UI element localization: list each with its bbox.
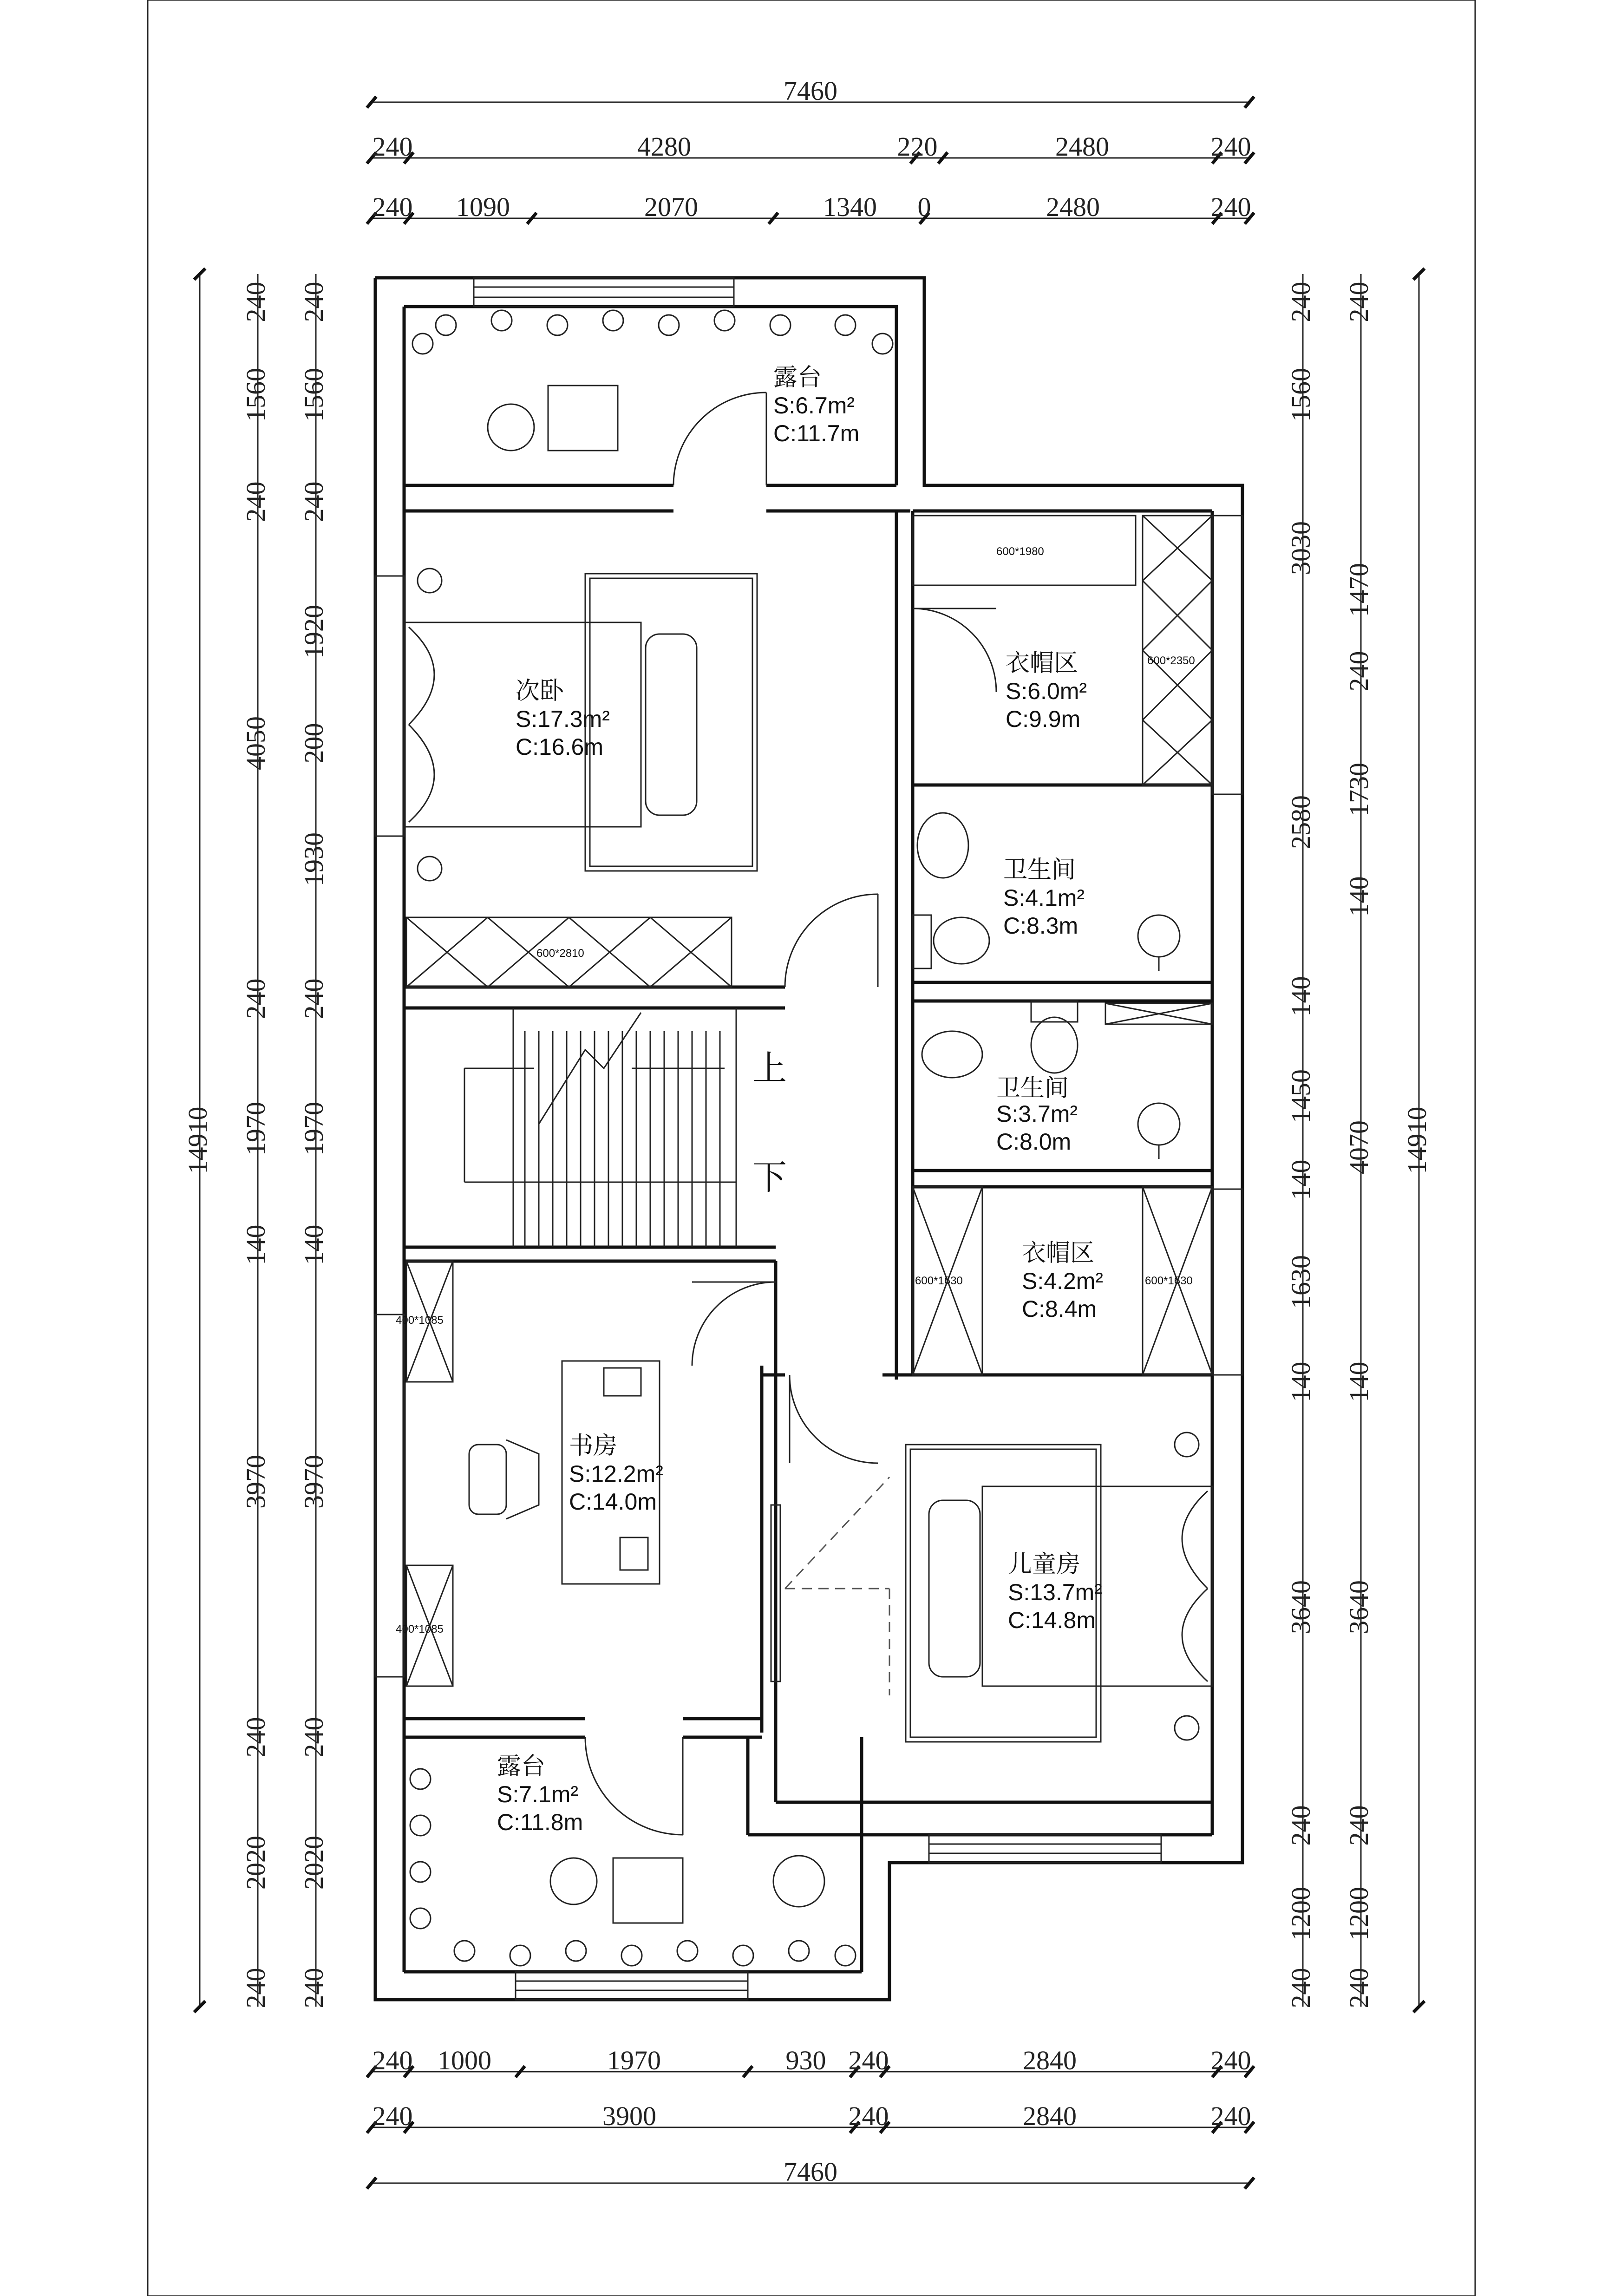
dim-bot-r1-4: 240	[848, 2045, 889, 2075]
dim-left-i-0: 240	[299, 281, 329, 322]
dim-left-total: 14910	[183, 1106, 213, 1174]
dim-top-r2-4: 0	[917, 192, 931, 222]
dim-right-i-6: 140	[1286, 1159, 1316, 1200]
room-area: S:7.1m²	[497, 1781, 579, 1807]
dim-top-total: 7460	[784, 76, 837, 106]
dim-bot-r1-2: 1970	[607, 2045, 661, 2075]
dim-bot-r2-0: 240	[372, 2101, 413, 2131]
room-perimeter: C:9.9m	[1006, 706, 1081, 732]
room-name: 露台	[773, 364, 822, 392]
room-name: 儿童房	[1008, 1550, 1081, 1578]
right-dimensions	[1286, 268, 1432, 2012]
cabinet-label-1: 600*1980	[996, 545, 1044, 558]
dim-right-o-1: 1470	[1344, 563, 1374, 617]
dim-bot-r1-6: 240	[1210, 2045, 1251, 2075]
dim-right-i-12: 240	[1286, 1968, 1316, 2008]
dim-right-i-11: 1200	[1286, 1887, 1316, 1941]
dim-right-i-2: 3030	[1286, 521, 1316, 575]
dim-left-i-12: 240	[299, 1968, 329, 2008]
dim-right-i-0: 240	[1286, 281, 1316, 322]
room-area: S:4.1m²	[1003, 885, 1085, 911]
room-perimeter: C:14.8m	[1008, 1607, 1096, 1633]
dim-top-r2-6: 240	[1210, 192, 1251, 222]
dim-right-i-9: 3640	[1286, 1580, 1316, 1634]
room-perimeter: C:8.0m	[996, 1129, 1072, 1155]
right-inner-column	[1286, 282, 1316, 2008]
dim-left-o-0: 240	[241, 281, 271, 322]
dim-right-o-8: 240	[1344, 1805, 1374, 1846]
dim-top-r2-2: 2070	[644, 192, 698, 222]
room-area: S:6.0m²	[1006, 678, 1087, 704]
dim-bot-r2-4: 240	[1210, 2101, 1251, 2131]
room-name: 衣帽区	[1022, 1239, 1095, 1267]
stairs-up-label: 上	[752, 1048, 787, 1088]
room-area: S:13.7m²	[1008, 1579, 1102, 1605]
cabinet-label-4: 400*1085	[396, 1314, 444, 1327]
drawing-frame	[148, 0, 1475, 2296]
room-area: S:3.7m²	[996, 1101, 1078, 1127]
right-outer-column	[1344, 282, 1374, 2008]
dim-left-o-7: 3970	[241, 1455, 271, 1509]
stairs-down-label: 下	[752, 1158, 787, 1197]
walls	[375, 278, 1242, 2000]
dim-bot-r1-0: 240	[372, 2045, 413, 2075]
room-perimeter: C:14.0m	[569, 1489, 657, 1515]
dim-left-o-10: 240	[241, 1968, 271, 2008]
shower-icon	[1138, 915, 1180, 1159]
dim-top-r1-4: 240	[1210, 131, 1251, 162]
room-terrace-top	[773, 364, 859, 446]
dim-right-i-7: 1630	[1286, 1255, 1316, 1309]
dim-left-i-4: 200	[299, 723, 329, 764]
dim-left-o-5: 1970	[241, 1102, 271, 1156]
doors	[585, 392, 996, 1835]
room-name: 露台	[497, 1753, 546, 1780]
room-study	[569, 1432, 663, 1515]
dim-right-o-6: 140	[1344, 1361, 1374, 1402]
dim-right-total: 14910	[1402, 1106, 1432, 1174]
dim-right-o-4: 140	[1344, 876, 1374, 917]
room-area: S:17.3m²	[516, 706, 610, 732]
dim-top-r1-0: 240	[372, 131, 413, 162]
dim-left-i-9: 3970	[299, 1455, 329, 1509]
dim-right-o-5: 4070	[1344, 1120, 1374, 1174]
dim-left-i-2: 240	[299, 481, 329, 522]
dim-left-i-5: 1930	[299, 832, 329, 886]
dim-right-o-2: 240	[1344, 651, 1374, 692]
room-bedroom2	[516, 677, 610, 760]
dim-right-o-7: 3640	[1344, 1580, 1374, 1634]
room-name: 卫生间	[996, 1074, 1069, 1102]
room-perimeter: C:11.8m	[497, 1809, 583, 1835]
dim-top-r1-2: 220	[897, 131, 938, 162]
cabinet-label-7: 600*1630	[1145, 1275, 1193, 1287]
room-perimeter: C:8.4m	[1022, 1296, 1097, 1322]
cabinet-label-2: 600*2350	[1147, 654, 1195, 667]
left-dimensions	[183, 268, 329, 2012]
dim-left-o-8: 240	[241, 1717, 271, 1758]
staircase	[464, 1008, 787, 1247]
left-outer-column	[241, 282, 271, 2008]
top-dimensions	[367, 76, 1254, 224]
dim-top-r2-5: 2480	[1046, 192, 1100, 222]
dim-top-r1-1: 4280	[637, 131, 691, 162]
dim-top-r2-1: 1090	[456, 192, 510, 222]
dim-left-o-2: 240	[241, 481, 271, 522]
room-kids	[1008, 1550, 1102, 1633]
dim-top-r1-3: 2480	[1055, 131, 1109, 162]
room-perimeter: C:8.3m	[1003, 913, 1078, 939]
dim-left-i-6: 240	[299, 978, 329, 1019]
room-area: S:6.7m²	[773, 392, 855, 419]
dim-left-o-1: 1560	[241, 368, 271, 422]
room-labels	[497, 364, 1103, 1835]
dim-left-i-10: 240	[299, 1717, 329, 1758]
room-bath1	[1003, 856, 1085, 939]
cabinet-label-5: 400*1085	[396, 1623, 444, 1635]
left-inner-column	[299, 282, 329, 2008]
dim-left-i-11: 2020	[299, 1836, 329, 1890]
dim-bot-r2-1: 3900	[602, 2101, 656, 2131]
dim-right-o-10: 240	[1344, 1968, 1374, 2008]
room-wardrobe2	[1022, 1239, 1103, 1322]
cabinet-label-6: 600*1630	[915, 1275, 963, 1287]
room-bath2	[996, 1074, 1078, 1155]
room-perimeter: C:11.7m	[773, 420, 860, 446]
room-area: S:4.2m²	[1022, 1268, 1104, 1294]
dim-left-i-7: 1970	[299, 1102, 329, 1156]
dim-left-o-4: 240	[241, 978, 271, 1019]
dim-right-o-0: 240	[1344, 281, 1374, 322]
room-wardrobe1	[1006, 649, 1087, 732]
dim-bot-r1-3: 930	[785, 2045, 826, 2075]
dim-right-i-4: 140	[1286, 976, 1316, 1017]
room-name: 衣帽区	[1006, 649, 1078, 677]
dim-right-o-9: 1200	[1344, 1887, 1374, 1941]
room-perimeter: C:16.6m	[516, 734, 603, 760]
dim-bot-r1-1: 1000	[438, 2045, 491, 2075]
dim-bot-r2-3: 2840	[1023, 2101, 1077, 2131]
dim-bot-total: 7460	[784, 2157, 837, 2187]
dim-left-i-1: 1560	[299, 368, 329, 422]
room-name: 次卧	[516, 677, 564, 705]
cabinet-label-3: 600*2810	[536, 947, 584, 960]
dim-left-o-9: 2020	[241, 1836, 271, 1890]
dim-right-i-3: 2580	[1286, 795, 1316, 849]
dim-top-r2-0: 240	[372, 192, 413, 222]
dim-left-i-8: 140	[299, 1224, 329, 1265]
dim-bot-r1-5: 2840	[1023, 2045, 1077, 2075]
dim-left-i-3: 1920	[299, 605, 329, 659]
dim-left-o-3: 4050	[241, 716, 271, 770]
room-name: 书房	[569, 1432, 618, 1460]
dim-right-i-8: 140	[1286, 1361, 1316, 1402]
dim-top-r2-3: 1340	[823, 192, 877, 222]
dim-left-o-6: 140	[241, 1224, 271, 1265]
room-name: 卫生间	[1003, 856, 1076, 884]
dim-right-i-5: 1450	[1286, 1069, 1316, 1123]
bottom-dimensions	[367, 2045, 1254, 2189]
dim-right-i-10: 240	[1286, 1805, 1316, 1846]
windows	[375, 278, 1242, 2000]
room-area: S:12.2m²	[569, 1461, 663, 1487]
dim-right-i-1: 1560	[1286, 368, 1316, 422]
dim-bot-r2-2: 240	[848, 2101, 889, 2131]
dim-right-o-3: 1730	[1344, 763, 1374, 817]
room-terrace-bottom	[497, 1753, 583, 1835]
